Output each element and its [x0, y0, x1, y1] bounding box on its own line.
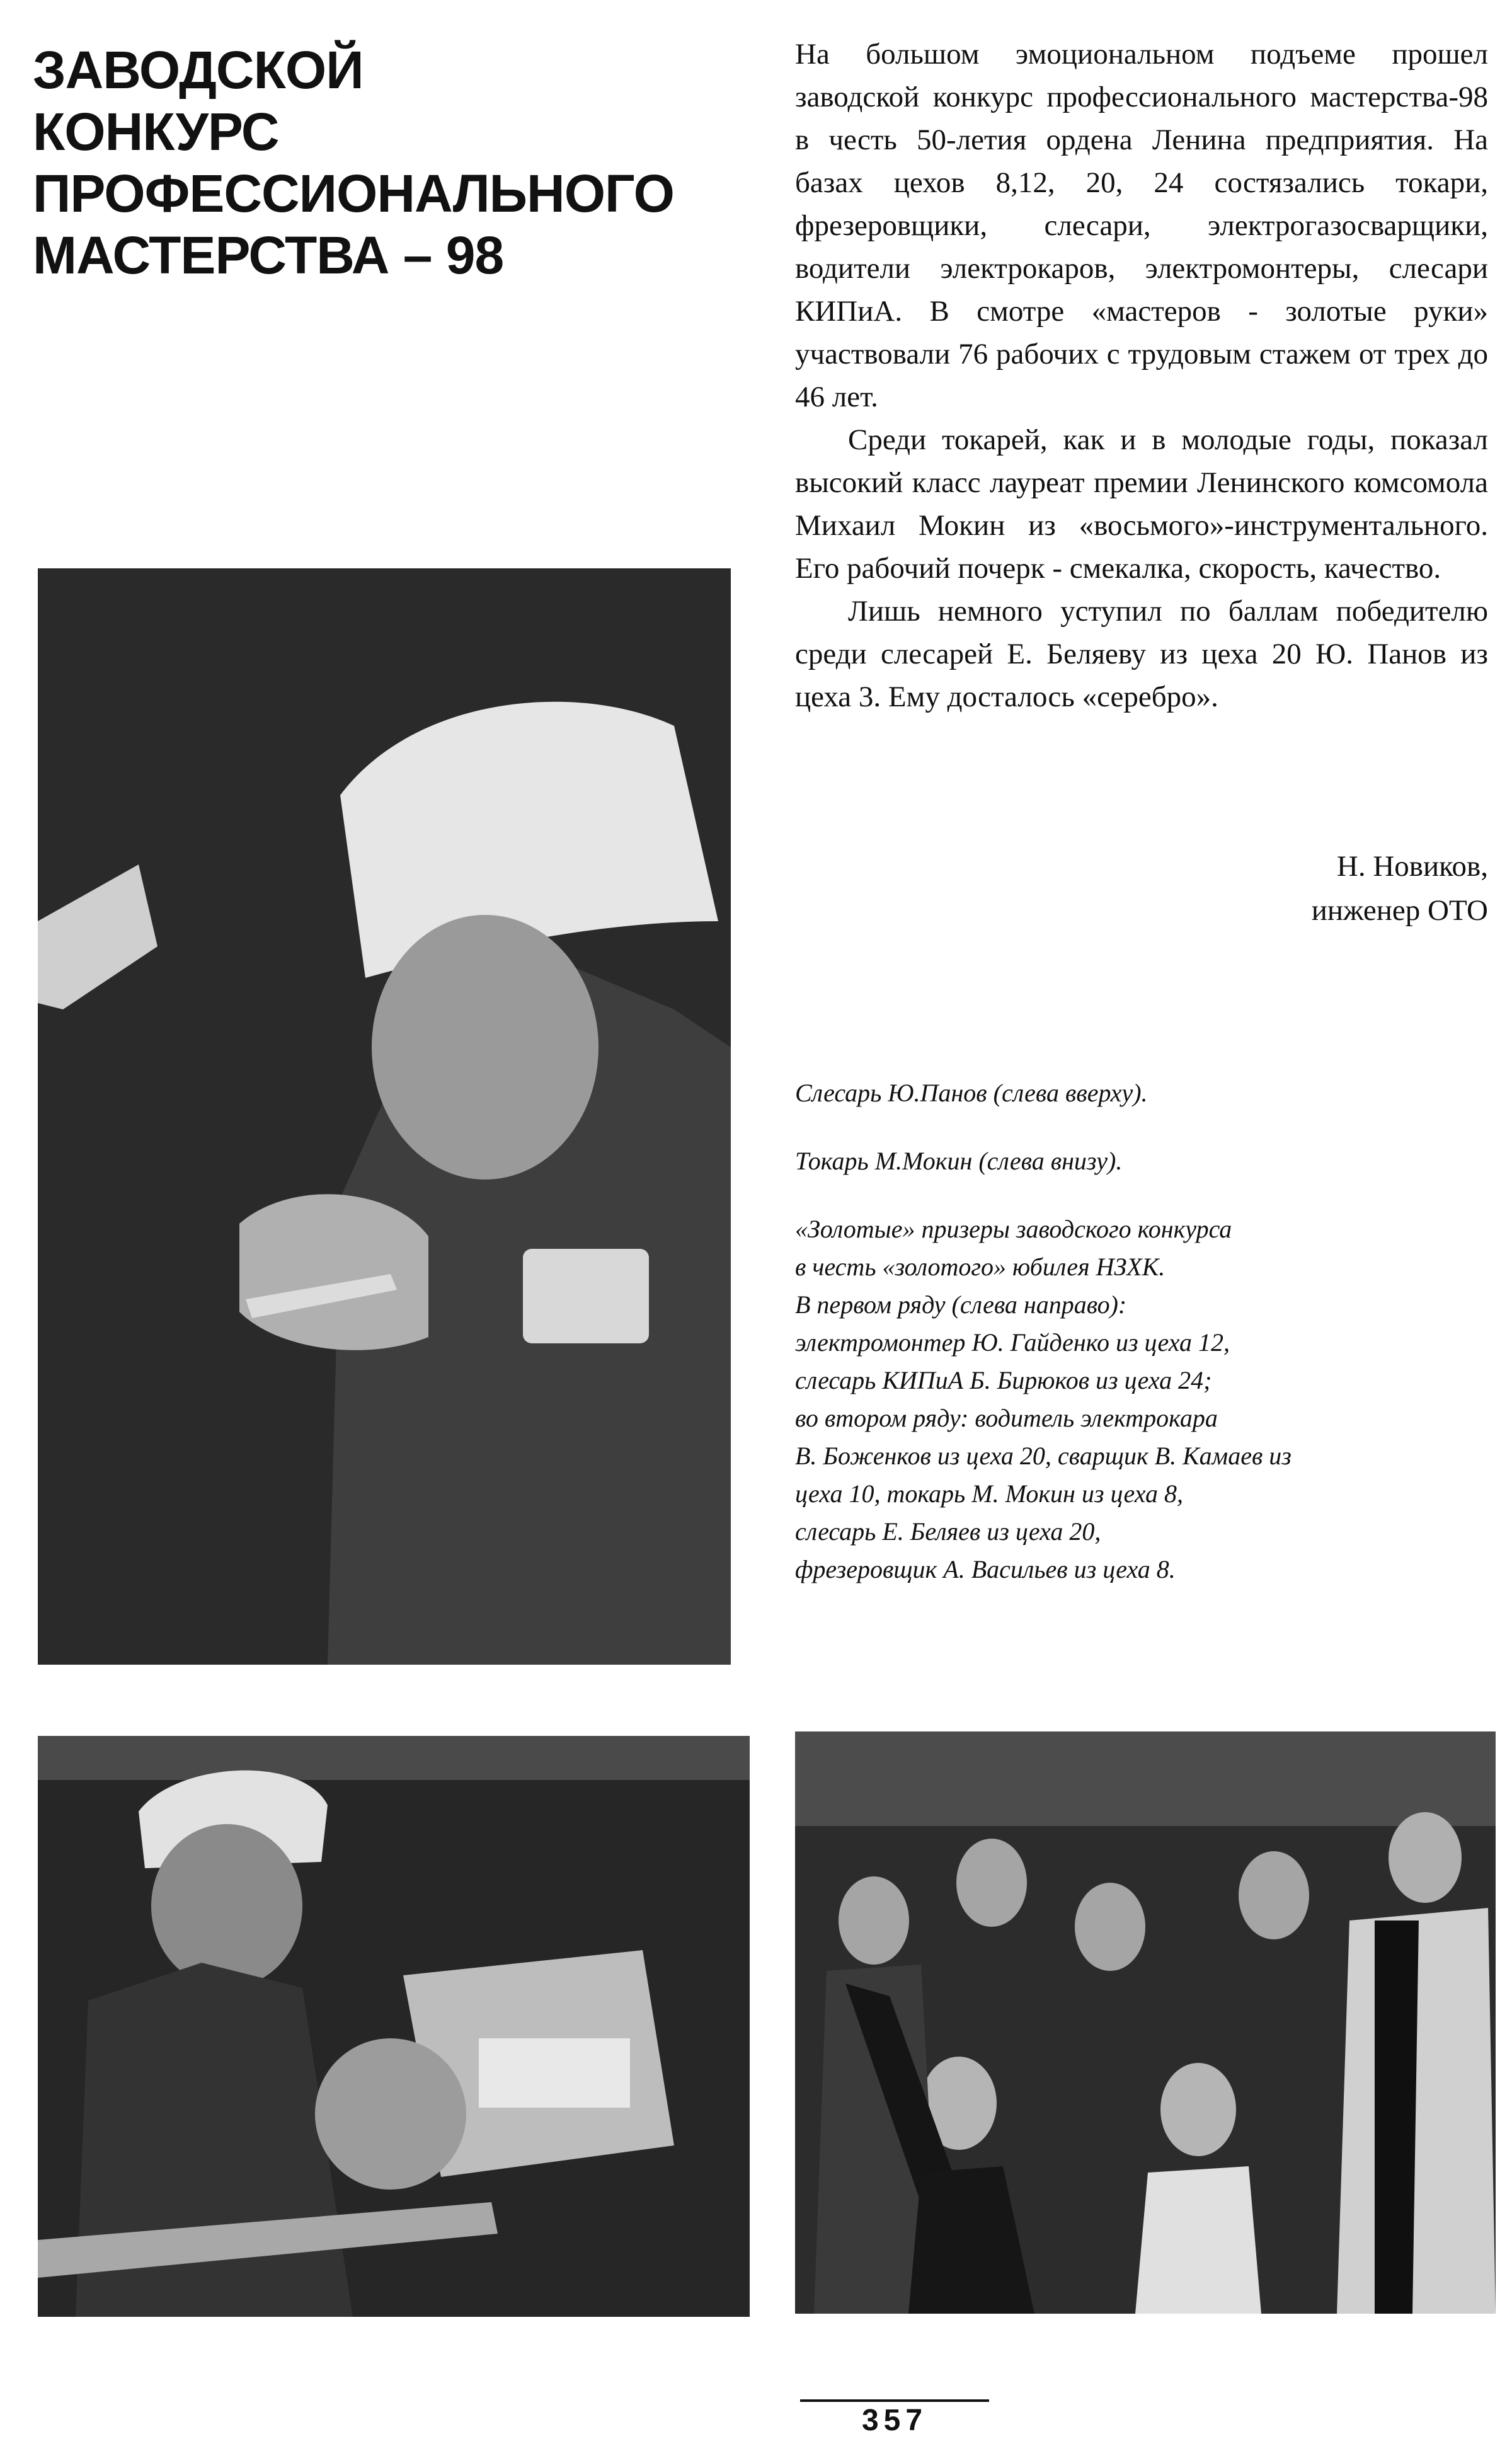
caption-group-line: в честь «золотого» юбилея НЗХК.: [795, 1253, 1166, 1281]
photo-panov-illustration: [38, 568, 731, 1665]
headline-line-2: КОНКУРС: [33, 102, 279, 161]
caption-group-line: электромонтер Ю. Гайденко из цеха 12,: [795, 1328, 1230, 1357]
photo-panov: [38, 568, 731, 1665]
caption-group-line: цеха 10, токарь М. Мокин из цеха 8,: [795, 1479, 1183, 1508]
photo-captions: [795, 1074, 1494, 1588]
article-paragraph-3: Лишь немного уступил по баллам победителю среди слесарей Е. Беляеву из цеха 20 Ю. Панов из цеха 3. Ему досталось «серебро».: [795, 595, 1488, 713]
article-signature: [795, 844, 1488, 933]
article-headline: [33, 39, 764, 286]
page-number-rule: [800, 2399, 989, 2402]
caption-group-line: фрезеровщик А. Васильев из цеха 8.: [795, 1555, 1176, 1583]
caption-group-line: В первом ряду (слева направо):: [795, 1290, 1127, 1319]
author-name: Н. Новиков,: [1336, 850, 1488, 883]
caption-panov: Слесарь Ю.Панов (слева вверху).: [795, 1079, 1148, 1107]
caption-mokin: Токарь М.Мокин (слева внизу).: [795, 1147, 1123, 1175]
headline-line-1: ЗАВОДСКОЙ: [33, 40, 364, 100]
headline-line-3: ПРОФЕССИОНАЛЬНОГО: [33, 164, 674, 223]
caption-group-line: слесарь Е. Беляев из цеха 20,: [795, 1517, 1101, 1546]
page-number: 357: [861, 2404, 928, 2437]
caption-group-line: «Золотые» призеры заводского конкурса: [795, 1215, 1232, 1243]
photo-group: [795, 1731, 1496, 2314]
caption-group-line: во втором ряду: водитель электрокара: [795, 1404, 1218, 1432]
photo-mokin-illustration: [38, 1736, 750, 2317]
author-position: инженер ОТО: [1311, 894, 1488, 927]
headline-line-4: МАСТЕРСТВА – 98: [33, 226, 504, 285]
photo-group-illustration: [795, 1731, 1496, 2314]
photo-mokin: [38, 1736, 750, 2317]
caption-group: [795, 1210, 1494, 1588]
article-paragraph-1: На большом эмоциональном подъеме прошел заводской конкурс профессионального мастерства-98 в честь 50-летия ордена Ленина предприятия. На базах цехов 8,12, 20, 24 состязались токари, фрезеровщики, слесари, электрогазосварщики, водители электрокаров, электромонтеры, слесари КИПиА. В смотре «мастеров - золотые руки» участвовали 76 рабочих с трудовым стажем от трех до 46 лет.: [795, 38, 1488, 413]
article-body: [795, 33, 1488, 718]
caption-group-line: слесарь КИПиА Б. Бирюков из цеха 24;: [795, 1366, 1212, 1394]
caption-group-line: В. Боженков из цеха 20, сварщик В. Камаев из: [795, 1442, 1292, 1470]
article-paragraph-2: Среди токарей, как и в молодые годы, показал высокий класс лауреат премии Ленинского комсомола Михаил Мокин из «восьмого»-инструментального. Его рабочий почерк - смекалка, скорость, качество.: [795, 423, 1488, 585]
